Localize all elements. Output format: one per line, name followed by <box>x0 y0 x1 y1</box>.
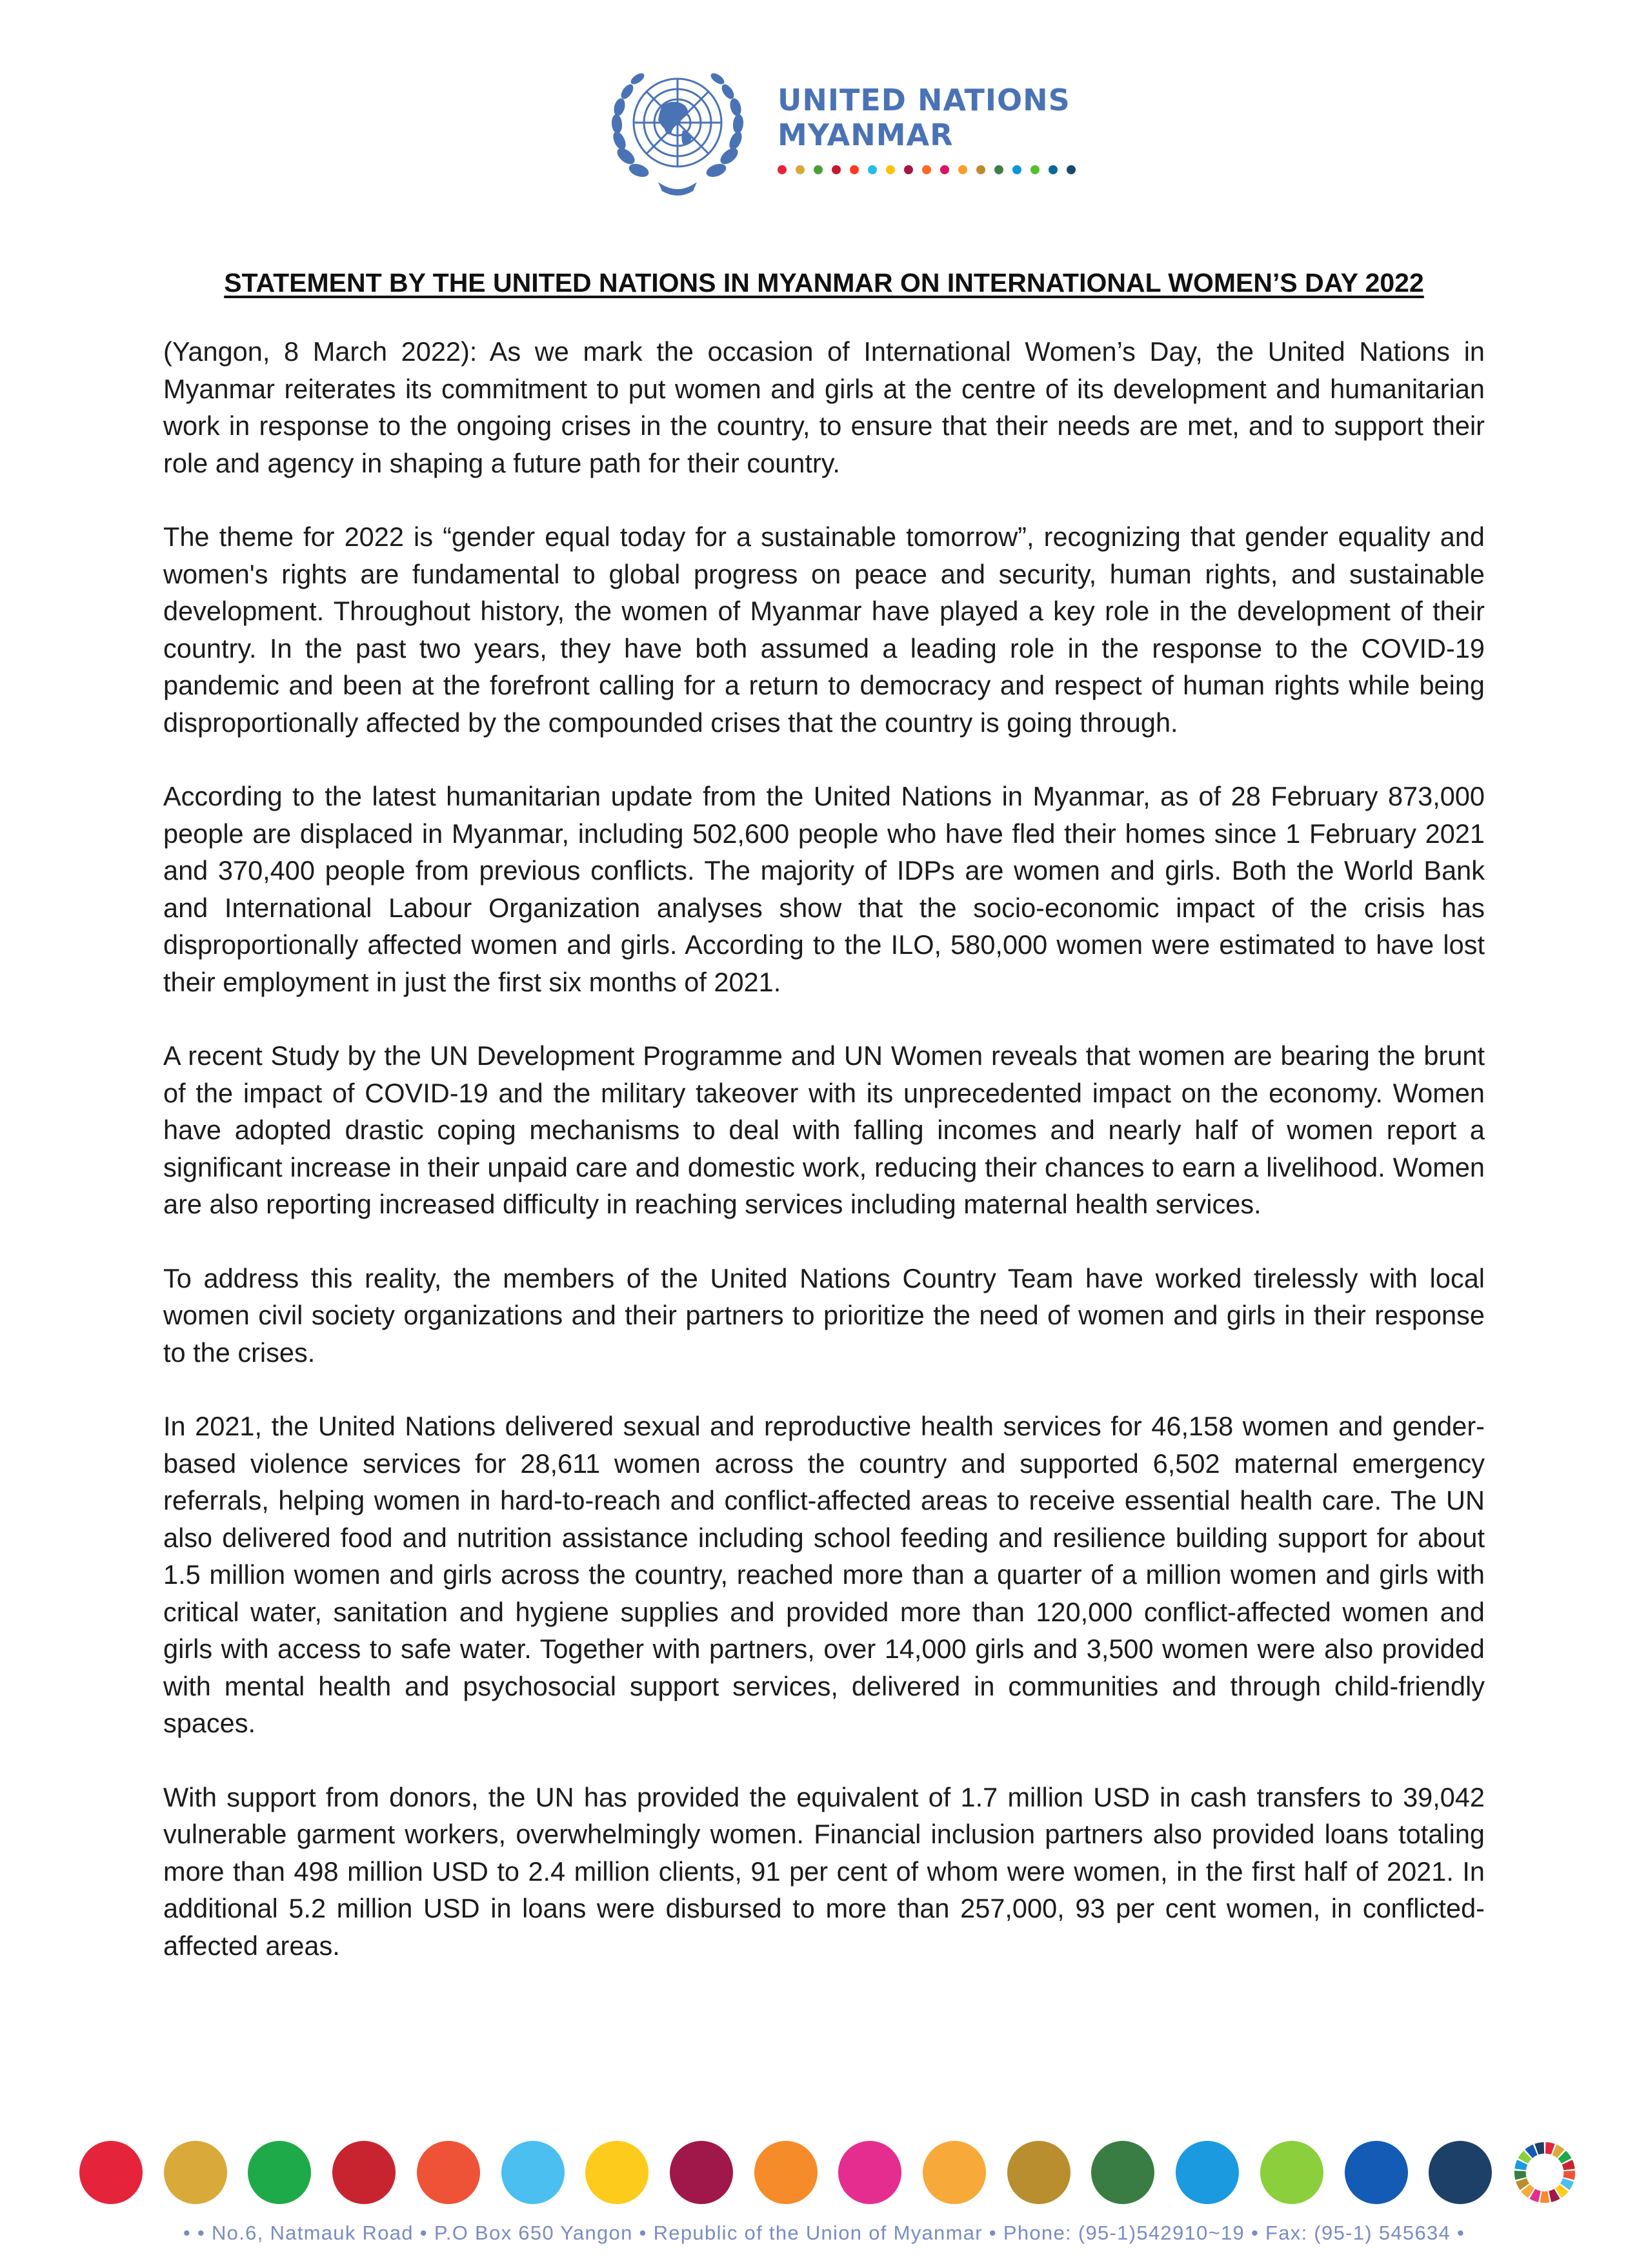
color-circle <box>1260 2141 1323 2204</box>
color-dot <box>904 165 913 174</box>
color-circle <box>332 2141 396 2204</box>
color-dot <box>1067 165 1076 174</box>
organization-name <box>778 83 1113 174</box>
color-circle <box>1007 2141 1070 2204</box>
color-circle <box>923 2141 986 2204</box>
color-circle <box>1176 2141 1239 2204</box>
color-circle <box>501 2141 565 2204</box>
color-dot <box>868 165 877 174</box>
sdg-wheel-icon <box>1513 2141 1576 2204</box>
color-dot <box>814 165 823 174</box>
paragraph: (Yangon, 8 March 2022): As we mark the occasion of International Women’s Day, the United Nations in Myanmar reiterates its commitment to put women and girls at the centre of its development and humanitarian work in response to the ongoing crises in the country, to ensure that their needs are met, and to support their role and agency in shaping a future path for their country. <box>163 336 1485 478</box>
paragraph: In 2021, the United Nations delivered sexual and reproductive health services for 46,158 women and gender-based violence services for 28,611 women across the country and supported 6,502 maternal emergency referrals, helping women in hard-to-reach and conflict-affected areas to receive essential health care. The UN also delivered food and nutrition assistance including school feeding and resilience building support for about 1.5 million women and girls across the country, reached more than a quarter of a million women and girls with critical water, sanitation and hygiene supplies and provided more than 120,000 conflict-affected women and girls with access to safe water. Together with partners, over 14,000 girls and 3,500 women were also provided with mental health and psychosocial support services, delivered in communities and through child-friendly spaces. <box>163 1411 1485 1738</box>
un-emblem-icon <box>600 59 755 208</box>
color-circle <box>670 2141 733 2204</box>
sdg-wheel-segment <box>1563 2171 1575 2180</box>
color-circle <box>1429 2141 1492 2204</box>
color-dot <box>958 165 967 174</box>
color-dot <box>994 165 1003 174</box>
color-circle <box>1345 2141 1408 2204</box>
color-dot <box>1049 165 1058 174</box>
color-dot <box>832 165 841 174</box>
color-circle <box>754 2141 818 2204</box>
sdg-wheel-segment <box>1540 2191 1550 2203</box>
color-dot <box>976 165 985 174</box>
color-circle <box>248 2141 311 2204</box>
color-circle <box>79 2141 143 2204</box>
statement-title: STATEMENT BY THE UNITED NATIONS IN MYANMAR ON INTERNATIONAL WOMEN’S DAY 2022 <box>224 268 1424 298</box>
sdg-color-dots <box>778 165 1113 174</box>
color-dot <box>886 165 895 174</box>
paragraph: To address this reality, the members of the United Nations Country Team have worked tirelessly with local women civil society organizations and their partners to prioritize the need of women and girls in their response to the crises. <box>163 1262 1485 1368</box>
color-dot <box>796 165 805 174</box>
color-dot <box>922 165 931 174</box>
color-dot <box>1030 165 1040 174</box>
color-dot <box>778 165 787 174</box>
org-name-line2: MYANMAR <box>778 117 954 152</box>
letterhead <box>0 59 1648 208</box>
color-circle <box>585 2141 648 2204</box>
paragraph: The theme for 2022 is “gender equal today for a sustainable tomorrow”, recognizing that gender equality and women's rights are fundamental to global progress on peace and security, human rights, and sustainable development. Throughout history, the women of Myanmar have played a key role in the development of their country. In the past two years, they have both assumed a leading role in the response to the COVID-19 pandemic and been at the forefront calling for a return to democracy and respect of human rights while being disproportionally affected by the compounded crises that the country is going through. <box>163 521 1485 738</box>
color-circle <box>417 2141 480 2204</box>
color-dot <box>850 165 859 174</box>
color-circle <box>1091 2141 1154 2204</box>
footer-address: • • No.6, Natmauk Road • P.O Box 650 Yangon • Republic of the Union of Myanmar • Phone: (95-1)542910~19 • Fax: (95-1) 545634 • <box>183 2222 1465 2244</box>
color-dot <box>940 165 949 174</box>
sdg-color-circles <box>79 2141 1576 2204</box>
org-name-line1: UNITED NATIONS <box>778 83 1070 117</box>
sdg-wheel-segment <box>1514 2171 1527 2180</box>
color-dot <box>1012 165 1021 174</box>
statement-body <box>163 333 1485 2001</box>
paragraph: A recent Study by the UN Development Programme and UN Women reveals that women are bearing the brunt of the impact of COVID-19 and the military takeover with its unprecedented impact on the economy. Women have adopted drastic coping mechanisms to deal with falling incomes and nearly half of women report a significant increase in their unpaid care and domestic work, reducing their chances to earn a livelihood. Women are also reporting increased difficulty in reaching services including maternal health services. <box>163 1040 1485 1219</box>
paragraph: According to the latest humanitarian update from the United Nations in Myanmar, as of 28 February 873,000 people are displaced in Myanmar, including 502,600 people who have fled their homes since 1 February 2021 and 370,400 people from previous conflicts. The majority of IDPs are women and girls. Both the World Bank and International Labour Organization analyses show that the socio-economic impact of the crisis has disproportionally affected women and girls. According to the ILO, 580,000 women were estimated to have lost their employment in just the first six months of 2021. <box>163 781 1485 997</box>
paragraph: With support from donors, the UN has provided the equivalent of 1.7 million USD in cash transfers to 39,042 vulnerable garment workers, overwhelmingly women. Financial inclusion partners also provided loans totaling more than 498 million USD to 2.4 million clients, 91 per cent of whom were women, in the first half of 2021. In additional 5.2 million USD in loans were disbursed to more than 257,000, 93 per cent women, in conflicted-affected areas. <box>163 1781 1485 1961</box>
color-circle <box>164 2141 227 2204</box>
color-circle <box>838 2141 901 2204</box>
